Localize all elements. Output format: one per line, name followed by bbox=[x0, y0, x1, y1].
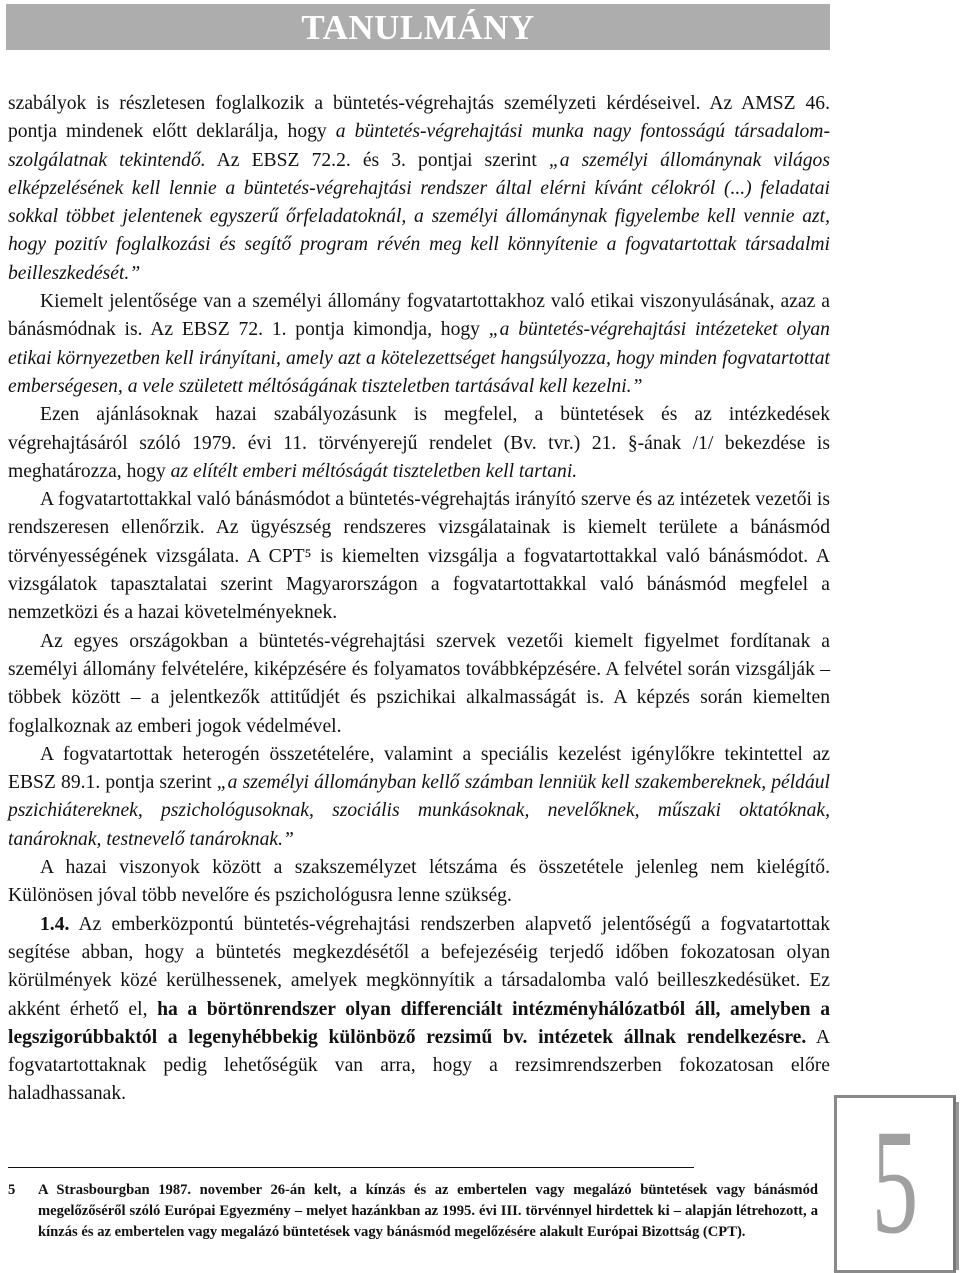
paragraph bbox=[8, 401, 830, 486]
paragraph-text: Az emberközpontú büntetés-végrehajtási rendszerben alapvető jelentőségű a fogvatartottak segítése abban, hogy a büntetés megkezdésétől a befejezéséig terjedő időben fokozatosan olyan körülmények közé kerülhessenek, amelyek megkönnyítik a társadalomba való beilleszkedésüket. Ez akként érhető el, bbox=[8, 913, 830, 1020]
paragraph-text: Az EBSZ 72.2. és 3. pontjai szerint bbox=[205, 149, 549, 171]
paragraph bbox=[8, 486, 830, 627]
footnote-text: A Strasbourgban 1987. november 26-án kelt, a kínzás és az embertelen vagy megalázó büntetések vagy bánásmód megelőzőséről szóló Európai Egyezmény – melyet hazánkban az 1995. évi III. törvénnyel hirdettek ki – alapján létrehozott, a kínzás és az embertelen vagy megalázó büntetések vagy bánásmód megelőzésére alakult Európai Bizottság (CPT). bbox=[38, 1182, 818, 1241]
paragraph bbox=[8, 288, 830, 401]
footnote bbox=[8, 1180, 818, 1244]
paragraph-text: Az egyes országokban a büntetés-végrehajtási szervek vezetői kiemelt figyelmet fordítanak a személyi állomány felvételére, kiképzésére és folyamatos továbbképzésére. A felvétel során vizsgálják – többek között – a jelentkezők attitűdjét és pszichikai alkalmasságát is. A képzés során kiemelten foglalkoznak az emberi jogok védelmével. bbox=[8, 630, 830, 737]
paragraph bbox=[8, 628, 830, 741]
paragraph bbox=[8, 911, 830, 1109]
quoted-text: „a személyi állományban kellő számban lenniük kell szakembereknek, például pszichiátereknek, pszichológusoknak, szociális munkásoknak, nevelőknek, műszaki oktatóknak, tanároknak, testnevelő tanároknak.” bbox=[8, 772, 830, 850]
quoted-text: „a személyi állománynak világos elképzelésének kell lennie a büntetés-végrehajtási rendszer által elérni kívánt célokról (...) feladatai sokkal többet jelentenek egyszerű őrfeladatoknál, a személyi állománynak figyelembe kell vennie azt, hogy pozitív foglalkozási és segítő program révén meg kell könnyítenie a fogvatartottak társadalmi beilleszkedését.” bbox=[8, 149, 830, 284]
paragraph-text: A fogvatartottaknak pedig lehetőségük van arra, hogy a rezsimrendszerben fokozatosan előre haladhassanak. bbox=[8, 1026, 830, 1105]
section-header-bar bbox=[6, 4, 830, 50]
paragraph-text: A fogvatartottak heterogén összetételére, valamint a speciális kezelést igénylőkre tekintettel az EBSZ 89.1. pontja szerint bbox=[8, 743, 830, 794]
paragraph bbox=[8, 741, 830, 854]
bold-text: 1.4. bbox=[40, 913, 70, 935]
quoted-text: az elítélt emberi méltóságát tiszteletben kell tartani. bbox=[170, 460, 578, 482]
paragraph-text: Ezen ajánlásoknak hazai szabályozásunk is megfelel, a büntetések és az intézkedések végrehajtásáról szóló 1979. évi 11. törvényerejű rendelet (Bv. tvr.) 21. §-ának /1/ bekezdése is meghatározza, hogy bbox=[8, 404, 830, 482]
quoted-text: a büntetés-végrehajtási munka nagy fontosságú társadalom-szolgálatnak tekintendő. bbox=[8, 121, 830, 171]
bold-text: ha a börtönrendszer olyan differenciált intézményhálózatból áll, amelyben a legszigorúbbaktól a legenyhébbekig különböző rezsimű bv. intézetek állnak rendelkezésre. bbox=[8, 998, 830, 1048]
paragraph-text: A hazai viszonyok között a szakszemélyzet létszáma és összetétele jelenleg nem kielégítő. Különösen jóval több nevelőre és pszichológusra lenne szükség. bbox=[8, 857, 830, 907]
section-title: TANULMÁNY bbox=[301, 8, 535, 47]
page-number: 5 bbox=[871, 1099, 919, 1265]
footnote-number: 5 bbox=[8, 1182, 16, 1198]
paragraph bbox=[8, 90, 830, 288]
footnote-divider bbox=[8, 1167, 694, 1168]
paragraph bbox=[8, 854, 830, 911]
paragraph-text: szabályok is részletesen foglalkozik a büntetés-végrehajtás személyzeti kérdéseivel. Az AMSZ 46. pontja mindenek előtt deklarálja, hogy bbox=[8, 93, 830, 143]
quoted-text: „a büntetés-végrehajtási intézeteket olyan etikai környezetben kell irányítani, amely azt a kötelezettséget hangsúlyozza, hogy minden fogvatartottat emberségesen, a vele született méltóságának tiszteletben tartásával kell kezelni.” bbox=[8, 319, 830, 397]
paragraph-text: A fogvatartottakkal való bánásmódot a büntetés-végrehajtás irányító szerve és az intézetek vezetői is rendszeresen ellenőrzik. Az ügyészség rendszeres vizsgálatainak is kiemelt területe a bánásmód törvényességének vizsgálata. A CPT⁵ is kiemelten vizsgálja a fogvatartottakkal való bánásmódot. A vizsgálatok tapasztalatai szerint Magyarországon a fogvatartottakkal való bánásmód megfelel a nemzetközi és a hazai követelményeknek. bbox=[8, 489, 830, 624]
paragraph-text: Kiemelt jelentősége van a személyi állomány fogvatartottakhoz való etikai viszonyulásának, azaz a bánásmódnak is. Az EBSZ 72. 1. pontja kimondja, hogy bbox=[8, 291, 830, 341]
article-body bbox=[8, 90, 830, 1109]
page-number-box bbox=[834, 1095, 956, 1273]
